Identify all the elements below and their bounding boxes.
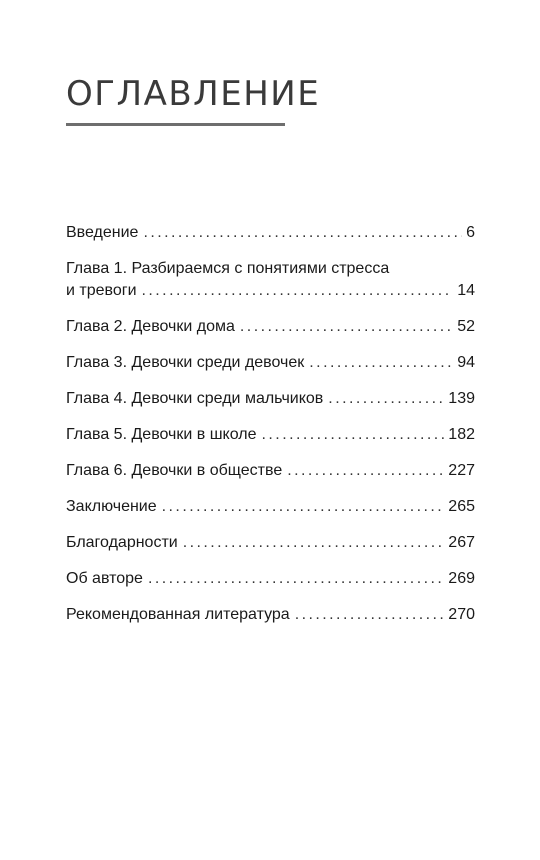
dot-leader bbox=[148, 568, 444, 590]
toc-entry-title: Благодарности bbox=[66, 534, 178, 551]
toc-entry-page: 269 bbox=[448, 570, 475, 587]
toc-entry-page: 267 bbox=[448, 534, 475, 551]
dot-leader bbox=[162, 496, 445, 518]
toc-entry-title: Глава 4. Девочки среди мальчиков bbox=[66, 390, 324, 407]
dot-leader bbox=[309, 352, 453, 374]
toc-entry-title: Рекомендованная литература bbox=[66, 606, 290, 623]
dot-leader bbox=[262, 424, 445, 446]
toc-entry-acknowledgments bbox=[66, 532, 475, 554]
toc-entry-introduction bbox=[66, 222, 475, 244]
dot-leader bbox=[142, 280, 454, 302]
toc-entry-chapter-3 bbox=[66, 352, 475, 374]
dot-leader bbox=[287, 460, 444, 482]
dot-leader bbox=[240, 316, 453, 338]
toc-entry-title: Глава 2. Девочки дома bbox=[66, 318, 235, 335]
toc-entry-title: Глава 5. Девочки в школе bbox=[66, 426, 257, 443]
toc-entry-chapter-1 bbox=[66, 258, 475, 302]
dot-leader bbox=[328, 388, 444, 410]
toc-entry-page: 14 bbox=[457, 282, 475, 299]
dot-leader bbox=[295, 604, 445, 626]
toc-entry-page: 227 bbox=[448, 462, 475, 479]
toc-entry-chapter-2 bbox=[66, 316, 475, 338]
dot-leader bbox=[143, 222, 462, 244]
toc-entry-title: Введение bbox=[66, 224, 139, 241]
heading-underline bbox=[66, 123, 285, 126]
toc-entry-page: 182 bbox=[448, 426, 475, 443]
toc-entry-page: 265 bbox=[448, 498, 475, 515]
toc-entry-page: 6 bbox=[466, 224, 475, 241]
toc-entry-chapter-5 bbox=[66, 424, 475, 446]
toc-entry-title-continued: и тревоги bbox=[66, 282, 137, 299]
toc-entry-title: Глава 3. Девочки среди девочек bbox=[66, 354, 305, 371]
toc-entry-page: 270 bbox=[448, 606, 475, 623]
toc-entry-title: Глава 1. Разбираемся с понятиями стресса bbox=[66, 260, 390, 277]
toc-entry-page: 52 bbox=[457, 318, 475, 335]
dot-leader bbox=[183, 532, 445, 554]
toc-entry-chapter-4 bbox=[66, 388, 475, 410]
toc-entry-about-author bbox=[66, 568, 475, 590]
toc-entry-continuation bbox=[66, 280, 475, 302]
toc-entry-conclusion bbox=[66, 496, 475, 518]
page-title: ОГЛАВЛЕНИЕ bbox=[66, 74, 321, 114]
toc-entry-page: 94 bbox=[457, 354, 475, 371]
toc-entry-page: 139 bbox=[448, 390, 475, 407]
toc-entry-title: Заключение bbox=[66, 498, 157, 515]
toc-entry-chapter-6 bbox=[66, 460, 475, 482]
table-of-contents bbox=[66, 222, 475, 640]
toc-entry-title: Об авторе bbox=[66, 570, 143, 587]
toc-entry-recommended-reading bbox=[66, 604, 475, 626]
toc-entry-title: Глава 6. Девочки в обществе bbox=[66, 462, 283, 479]
